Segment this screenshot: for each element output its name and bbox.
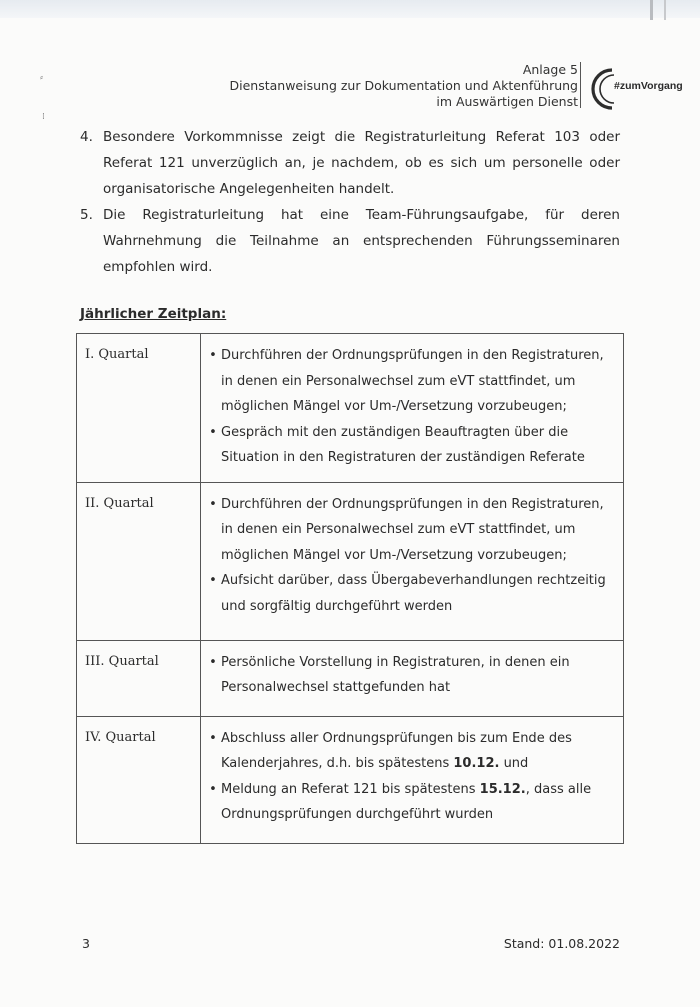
annex-label: Anlage 5: [522, 62, 578, 77]
list-item: [80, 124, 620, 202]
task-text: Durchführen der Ordnungsprüfungen in den Registraturen, in denen ein Personalwechsel zum eVT stattfindet, um möglichen Mängel vor Um-/Versetzung vorzubeugen;: [221, 496, 604, 563]
table-row: [77, 334, 624, 483]
task-text: Abschluss aller Ordnungsprüfungen bis zum Ende des Kalenderjahres, d.h. bis spätestens 10.12. und: [221, 730, 572, 771]
scan-mark: [664, 0, 666, 20]
bullet-icon: •: [209, 781, 217, 797]
task-item: [205, 726, 615, 777]
bullet-icon: •: [209, 654, 217, 670]
list-number: 4.: [80, 129, 93, 145]
quarter-label: III. Quartal: [77, 640, 201, 716]
task-text: Aufsicht darüber, dass Übergabeverhandlungen rechtzeitig und sorgfältig durchgeführt werden: [221, 573, 606, 614]
table-row: [77, 716, 624, 843]
logo-text: #zumVorgang: [614, 80, 683, 92]
task-cell: [201, 640, 624, 716]
list-item: [80, 202, 620, 280]
quarter-label: I. Quartal: [77, 334, 201, 483]
task-text: Gespräch mit den zuständigen Beauftragten über die Situation in den Registraturen der zuständigen Referate: [221, 424, 585, 465]
task-text: Meldung an Referat 121 bis spätestens 15.12., dass alle Ordnungsprüfungen durchgeführt wurden: [221, 781, 592, 822]
bullet-icon: •: [209, 348, 217, 363]
document-header: [230, 62, 579, 110]
task-text: Durchführen der Ordnungsprüfungen in den Registraturen, in denen ein Personalwechsel zum eVT stattfindet, um möglichen Mängel vor Um-/Versetzung vorzubeugen;: [221, 348, 604, 414]
task-item: [205, 420, 615, 471]
document-date: Stand: 01.08.2022: [503, 936, 620, 951]
header-divider: [580, 62, 581, 108]
header-title-line1: Dienstanweisung zur Dokumentation und Aktenführung: [229, 78, 578, 93]
numbered-list: [80, 124, 620, 280]
table-row: [77, 640, 624, 716]
header-title-line2: im Auswärtigen Dienst: [436, 94, 578, 109]
schedule-title: Jährlicher Zeitplan:: [80, 306, 227, 322]
scan-mark: [650, 0, 653, 20]
page-number: 3: [82, 936, 90, 951]
task-cell: [201, 334, 624, 483]
quarter-label: II. Quartal: [77, 482, 201, 640]
bullet-icon: •: [209, 573, 217, 588]
task-item: [205, 568, 615, 619]
scan-edge: [0, 0, 700, 18]
task-item: [205, 343, 615, 420]
list-text: Besondere Vorkommnisse zeigt die Registraturleitung Referat 103 oder Referat 121 unverzüglich an, je nachdem, ob es sich um personelle oder organisatorische Angelegenheiten handelt.: [103, 129, 620, 197]
task-cell: [201, 482, 624, 640]
table-row: [77, 482, 624, 640]
margin-mark: ⸗: [40, 73, 43, 83]
task-cell: [201, 716, 624, 843]
bullet-icon: •: [209, 496, 217, 512]
schedule-table: [76, 333, 624, 844]
bullet-icon: •: [209, 424, 217, 440]
task-text: Persönliche Vorstellung in Registraturen, in denen ein Personalwechsel stattgefunden hat: [221, 654, 570, 695]
task-item: [205, 492, 615, 569]
task-item: [205, 650, 615, 701]
list-number: 5.: [80, 207, 93, 223]
list-text: Die Registraturleitung hat eine Team-Führungsaufgabe, für deren Wahrnehmung die Teilnahme an entsprechenden Führungsseminaren empfohlen wird.: [103, 207, 620, 275]
bullet-icon: •: [209, 730, 217, 746]
quarter-label: IV. Quartal: [77, 716, 201, 843]
task-item: [205, 777, 615, 828]
margin-mark: ⁞: [42, 112, 45, 122]
